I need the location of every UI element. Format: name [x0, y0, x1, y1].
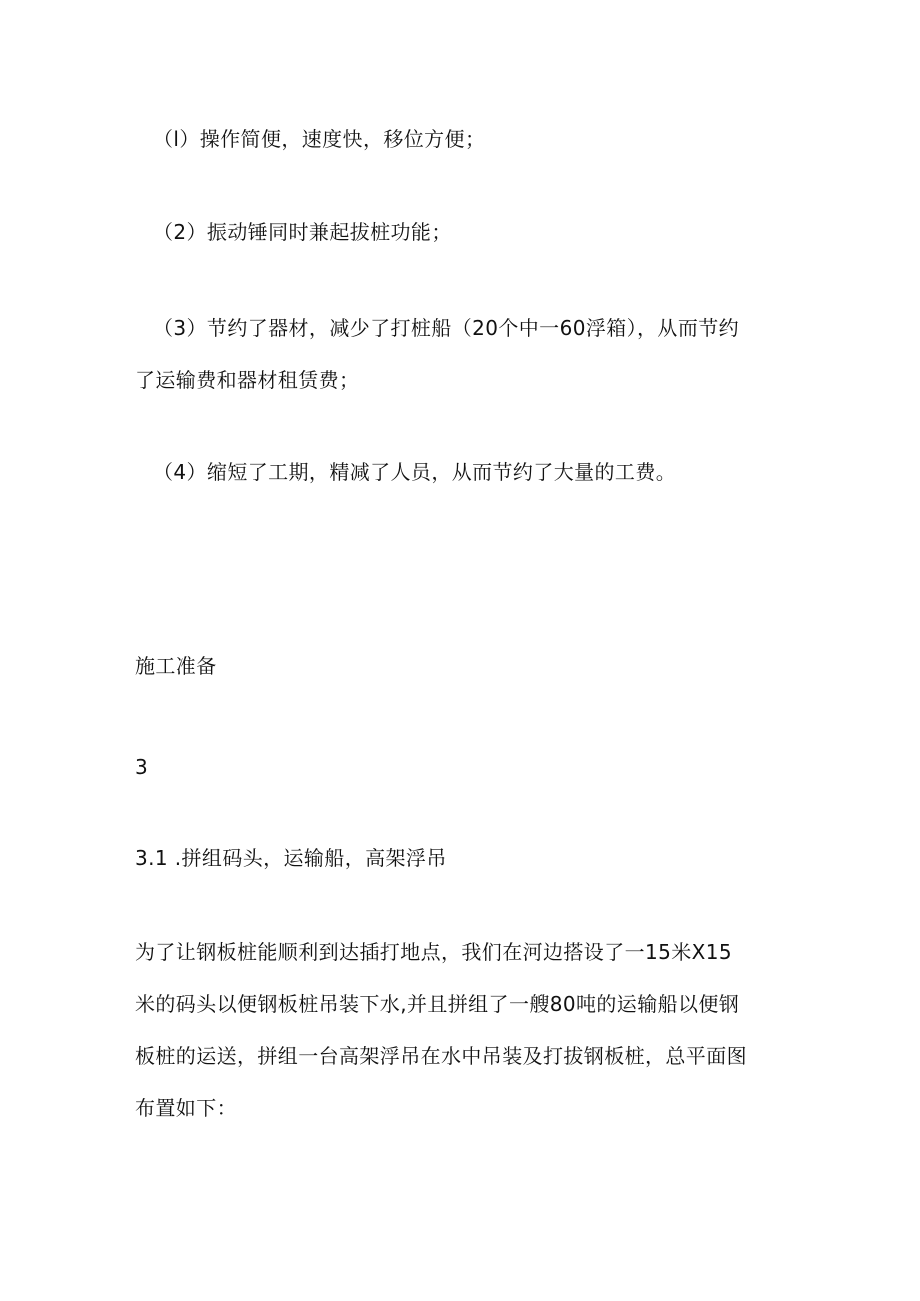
- body-paragraph: [135, 926, 795, 1134]
- body-line-1: 为了让钢板桩能顺利到达插打地点，我们在河边搭设了一15米X15: [135, 940, 732, 964]
- list-item-4: （4）缩短了工期，精减了人员，从而节约了大量的工费。: [153, 460, 677, 484]
- body-line-2: 米的码头以便钢板桩吊装下水,并且拼组了一艘80吨的运输船以便钢: [135, 992, 740, 1016]
- list-item-1: （l）操作简便，速度快，移位方便；: [153, 127, 486, 151]
- body-line-3: 板桩的运送，拼组一台高架浮吊在水中吊装及打拔钢板桩，总平面图: [135, 1044, 747, 1068]
- list-item-3: （3）节约了器材，减少了打桩船（20个中一60浮箱），从而节约: [153, 316, 740, 340]
- list-item-3-continued: 了运输费和器材租赁费；: [135, 368, 360, 392]
- section-title: 施工准备: [135, 654, 217, 678]
- section-number: 3: [135, 755, 149, 779]
- subsection-title: 3.1 .拼组码头，运输船，高架浮吊: [135, 846, 447, 870]
- list-item-2: （2）振动锤同时兼起拔桩功能；: [153, 220, 452, 244]
- body-line-4: 布置如下：: [135, 1096, 237, 1120]
